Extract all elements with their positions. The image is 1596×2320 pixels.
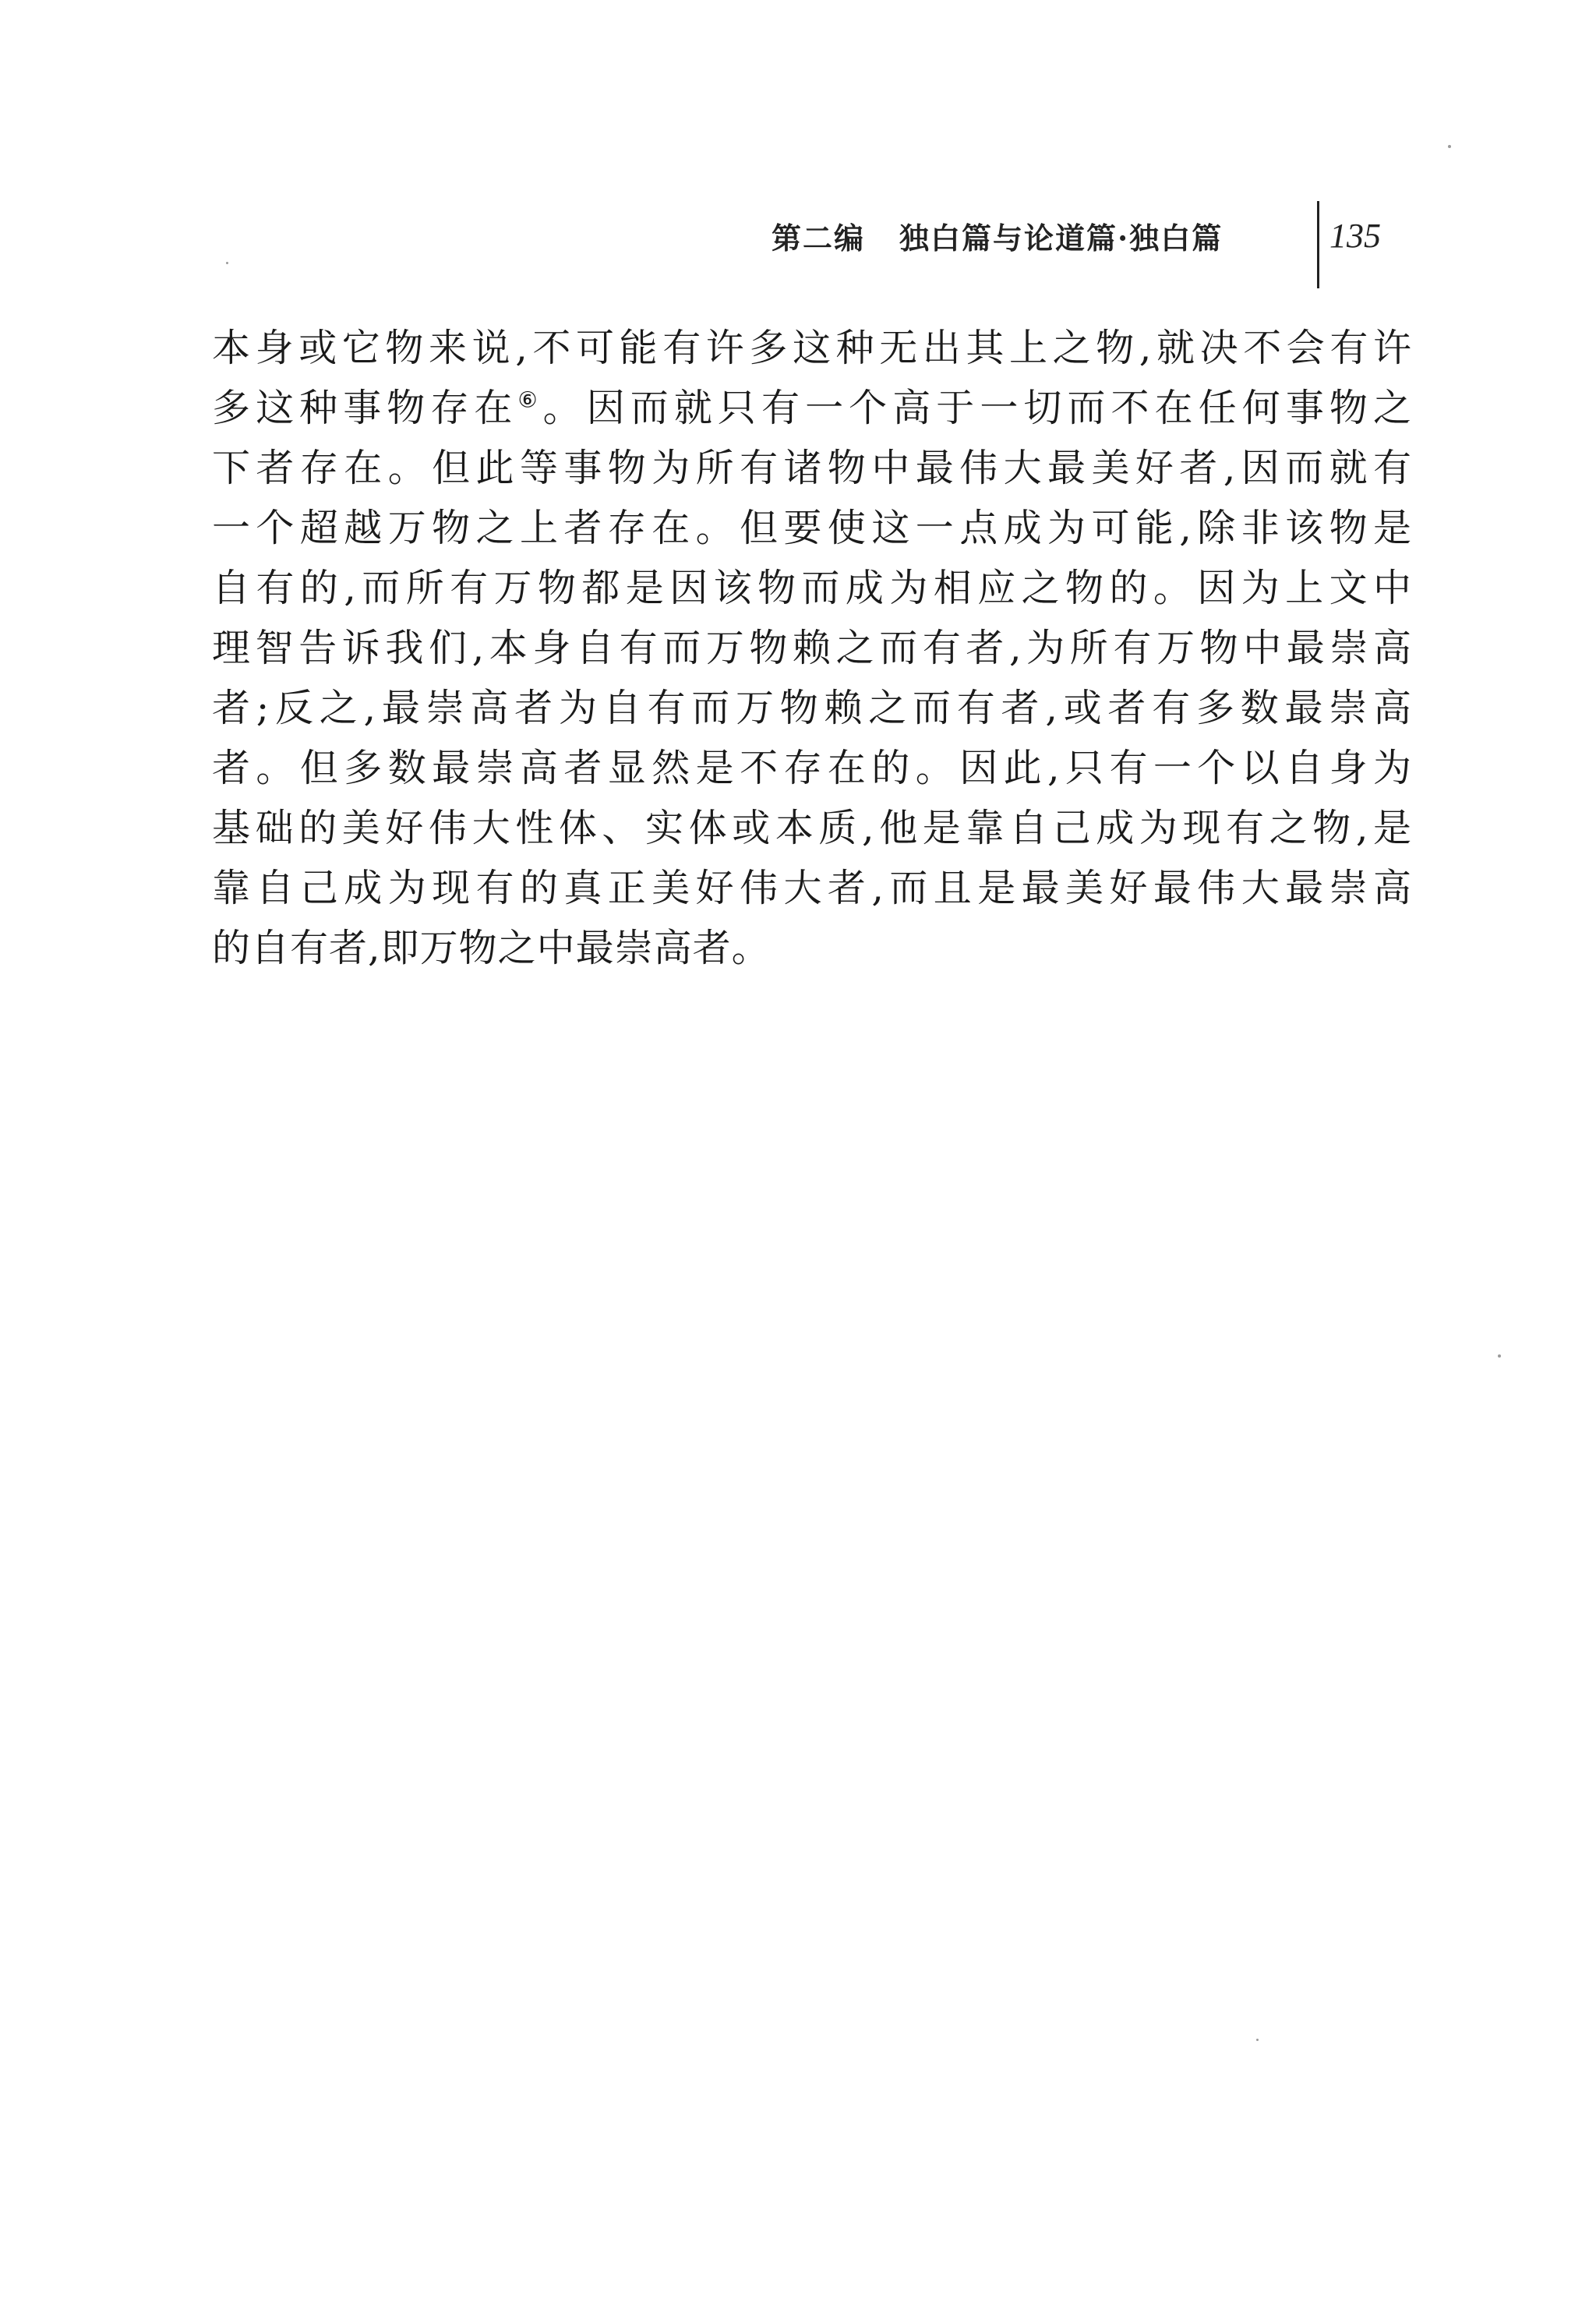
text-line: 一个超越万物之上者存在。但要使这一点成为可能,除非该物是 xyxy=(212,506,1412,550)
text-line: 理智告诉我们,本身自有而万物赖之而有者,为所有万物中最崇高 xyxy=(212,626,1412,670)
footnote-marker[interactable]: ⑥ xyxy=(517,387,543,413)
text-line: 下者存在。但此等事物为所有诸物中最伟大最美好者,因而就有 xyxy=(212,446,1412,490)
text-line: 者。但多数最崇高者显然是不存在的。因此,只有一个以自身为 xyxy=(212,746,1412,790)
scan-speck xyxy=(1256,2039,1259,2041)
text-segment: 。因而就只有一个高于一切而不在任何事物之 xyxy=(542,386,1412,430)
text-line: 靠自己成为现有的真正美好伟大者,而且是最美好最伟大最崇高 xyxy=(212,866,1412,910)
text-line: 者;反之,最崇高者为自有而万物赖之而有者,或者有多数最崇高 xyxy=(212,686,1412,730)
text-segment: 多这种事物存在 xyxy=(212,386,518,430)
text-line xyxy=(212,378,1412,438)
page-number: 135 xyxy=(1329,216,1381,255)
text-line: 自有的,而所有万物都是因该物而成为相应之物的。因为上文中 xyxy=(212,566,1412,610)
scan-speck xyxy=(226,262,228,264)
scan-speck xyxy=(1448,145,1451,148)
text-line: 基础的美好伟大性体、实体或本质,他是靠自己成为现有之物,是 xyxy=(212,806,1412,850)
section-title: 独白篇与论道篇·独白篇 xyxy=(899,220,1223,256)
scan-speck xyxy=(1498,1354,1501,1358)
text-line: 本身或它物来说,不可能有许多这种无出其上之物,就决不会有许 xyxy=(212,326,1412,370)
header-divider xyxy=(1317,201,1319,288)
body-text xyxy=(212,318,1412,978)
part-title: 第二编 xyxy=(772,220,866,256)
text-line: 的自有者,即万物之中最崇高者。 xyxy=(212,926,771,970)
running-head xyxy=(772,212,1223,259)
